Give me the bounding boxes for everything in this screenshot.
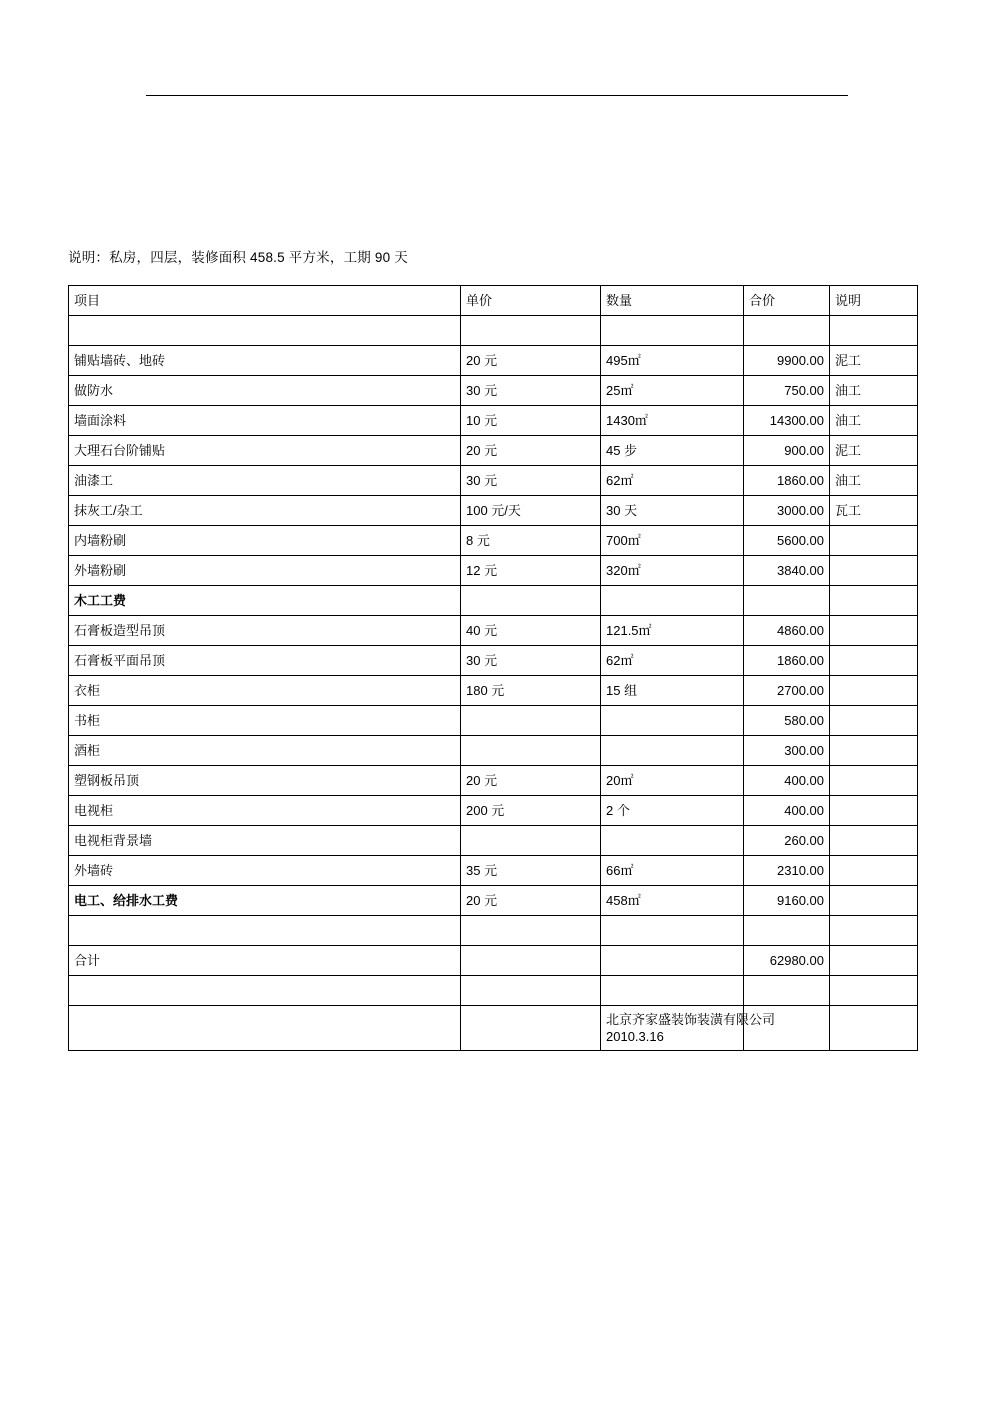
cell-price: 40 元 [461,616,601,646]
table-row [69,466,918,496]
table-row [69,976,918,1006]
cell-remark [830,316,918,346]
cell-qty [601,916,744,946]
table-row [69,496,918,526]
cell-price: 10 元 [461,406,601,436]
cell-total: 14300.00 [744,406,830,436]
cell-price: 8 元 [461,526,601,556]
cell-price [461,826,601,856]
column-header-price: 单价 [461,286,601,316]
cell-price: 30 元 [461,646,601,676]
table-row-total [69,946,918,976]
cell-remark [830,916,918,946]
table-row [69,376,918,406]
cell-qty: 62㎡ [601,466,744,496]
cell-qty [601,586,744,616]
table-header-row [69,286,918,316]
cell-item: 酒柜 [69,736,461,766]
cell-item: 墙面涂料 [69,406,461,436]
cell-item: 合计 [69,946,461,976]
cell-item: 做防水 [69,376,461,406]
cell-total: 2310.00 [744,856,830,886]
cell-price: 12 元 [461,556,601,586]
cell-price: 100 元/天 [461,496,601,526]
cell-total: 9160.00 [744,886,830,916]
cell-item: 内墙粉刷 [69,526,461,556]
cell-qty: 45 步 [601,436,744,466]
cell-price [461,586,601,616]
cell-item: 抹灰工/杂工 [69,496,461,526]
cell-qty [601,736,744,766]
cell-remark: 泥工 [830,346,918,376]
table-row [69,856,918,886]
cell-qty [601,316,744,346]
table-row [69,436,918,466]
cell-item: 书柜 [69,706,461,736]
cell-total: 400.00 [744,796,830,826]
cell-total: 260.00 [744,826,830,856]
cell-item: 大理石台阶铺贴 [69,436,461,466]
cell-price: 20 元 [461,886,601,916]
cell-price: 30 元 [461,376,601,406]
cell-total: 62980.00 [744,946,830,976]
cell-remark [830,526,918,556]
cell-total: 580.00 [744,706,830,736]
document-note: 说明：私房，四层，装修面积 458.5 平方米，工期 90 天 [68,250,409,265]
cell-item [69,316,461,346]
table-row [69,346,918,376]
cell-item: 石膏板造型吊顶 [69,616,461,646]
cell-price: 20 元 [461,436,601,466]
cell-qty: 15 组 [601,676,744,706]
cell-remark [830,1006,918,1051]
cell-price: 200 元 [461,796,601,826]
signature-date: 2010.3.16 [606,1029,664,1044]
cell-price [461,976,601,1006]
column-header-qty: 数量 [601,286,744,316]
cell-total: 400.00 [744,766,830,796]
cell-remark: 瓦工 [830,496,918,526]
signature-block [601,1006,776,1051]
cell-item: 塑钢板吊顶 [69,766,461,796]
cell-item [69,1006,461,1051]
column-header-remark: 说明 [830,286,918,316]
cell-price [461,946,601,976]
table-row [69,676,918,706]
cell-remark: 油工 [830,466,918,496]
cell-price [461,736,601,766]
cell-remark [830,616,918,646]
cell-price [461,916,601,946]
cell-item: 油漆工 [69,466,461,496]
cell-qty [601,946,744,976]
cell-item: 石膏板平面吊顶 [69,646,461,676]
table-row [69,526,918,556]
cell-total: 4860.00 [744,616,830,646]
cell-item [69,976,461,1006]
cell-qty [601,706,744,736]
table-row-section [69,586,918,616]
cell-qty: 25㎡ [601,376,744,406]
cell-total: 900.00 [744,436,830,466]
cell-qty: 495㎡ [601,346,744,376]
table-row [69,796,918,826]
cell-price: 180 元 [461,676,601,706]
cell-remark [830,646,918,676]
cell-remark: 油工 [830,406,918,436]
cell-total: 300.00 [744,736,830,766]
column-header-item: 项目 [69,286,461,316]
cell-price: 20 元 [461,766,601,796]
cell-remark [830,706,918,736]
cell-total: 3840.00 [744,556,830,586]
cell-qty: 2 个 [601,796,744,826]
cell-total: 2700.00 [744,676,830,706]
cell-item: 铺贴墙砖、地砖 [69,346,461,376]
cell-price: 35 元 [461,856,601,886]
cell-price [461,1006,601,1051]
cell-remark [830,586,918,616]
cell-price [461,706,601,736]
cell-remark [830,556,918,586]
cell-total: 3000.00 [744,496,830,526]
cell-item: 衣柜 [69,676,461,706]
cell-qty: 121.5㎡ [601,616,744,646]
cell-item [69,916,461,946]
cell-price: 30 元 [461,466,601,496]
cell-qty: 700㎡ [601,526,744,556]
quotation-table [68,285,918,1051]
table-row [69,616,918,646]
cell-remark [830,856,918,886]
cell-qty: 1430㎡ [601,406,744,436]
cell-remark [830,766,918,796]
cell-total: 5600.00 [744,526,830,556]
cell-item: 电视柜背景墙 [69,826,461,856]
table-row [69,646,918,676]
cell-qty: 320㎡ [601,556,744,586]
cell-item: 外墙砖 [69,856,461,886]
cell-remark: 泥工 [830,436,918,466]
cell-remark [830,976,918,1006]
column-header-total: 合价 [744,286,830,316]
cell-price: 20 元 [461,346,601,376]
cell-price [461,316,601,346]
cell-total [744,586,830,616]
cell-total: 1860.00 [744,466,830,496]
cell-remark [830,796,918,826]
cell-total: 1860.00 [744,646,830,676]
cell-qty [601,826,744,856]
cell-qty: 30 天 [601,496,744,526]
cell-remark [830,946,918,976]
table-row [69,316,918,346]
table-row [69,406,918,436]
table-row [69,916,918,946]
table-body [69,286,918,1051]
cell-remark [830,886,918,916]
cell-qty [601,976,744,1006]
cell-qty: 62㎡ [601,646,744,676]
cell-total [744,976,830,1006]
cell-qty: 458㎡ [601,886,744,916]
cell-total [744,916,830,946]
cell-qty: 66㎡ [601,856,744,886]
signature-company: 北京齐家盛装饰装潢有限公司 [606,1012,776,1027]
signature-row [69,1006,918,1051]
table-row [69,766,918,796]
cell-item: 外墙粉刷 [69,556,461,586]
table-row-section [69,886,918,916]
cell-item: 电工、给排水工费 [69,886,461,916]
header-divider [146,95,848,96]
cell-remark [830,736,918,766]
cell-qty: 20㎡ [601,766,744,796]
cell-item: 电视柜 [69,796,461,826]
table-row [69,706,918,736]
table-row [69,826,918,856]
table-row [69,556,918,586]
cell-remark [830,826,918,856]
cell-total: 9900.00 [744,346,830,376]
cell-total: 750.00 [744,376,830,406]
cell-remark [830,676,918,706]
cell-item: 木工工费 [69,586,461,616]
cell-total [744,316,830,346]
table-row [69,736,918,766]
cell-remark: 油工 [830,376,918,406]
